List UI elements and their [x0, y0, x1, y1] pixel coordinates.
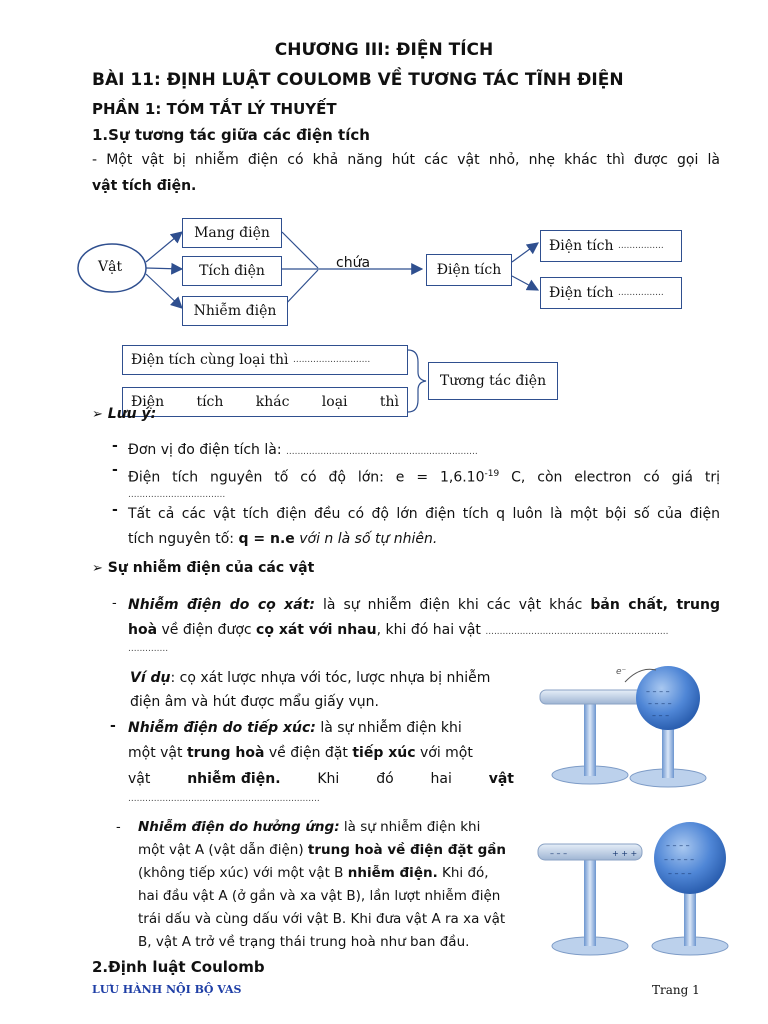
- huong-ung-b2: trung hoà về điện đặt gần: [307, 842, 507, 858]
- line-vat-nhiem: [146, 274, 182, 308]
- luu-y-item-3-formula: q = n.e: [238, 531, 295, 547]
- vi-du-line1: [130, 666, 490, 691]
- arrow-bullet-icon: ➢: [92, 407, 103, 422]
- huong-ung-text-a: là sự nhiễm điện khi: [339, 819, 481, 835]
- khac-loai-word: tích: [196, 394, 224, 410]
- minus-signs: – – –: [652, 711, 670, 720]
- dash-bullet-icon: -: [116, 820, 121, 835]
- vi-du-term: Ví dụ: [130, 670, 171, 686]
- tiep-xuc-b4: tiếp xúc: [352, 745, 416, 761]
- right-sphere: [636, 666, 700, 730]
- plus-signs: + + +: [612, 849, 638, 858]
- box-cung-loai: [122, 345, 408, 375]
- chapter-title: CHƯƠNG III: ĐIỆN TÍCH: [274, 40, 494, 60]
- minus-signs: – – –: [550, 849, 568, 858]
- co-xat-text-a: là sự nhiễm điện khi các vật khác: [314, 597, 591, 613]
- minus-signs: – – – –: [666, 841, 690, 850]
- box-dien-tich: [426, 254, 512, 286]
- tiep-xuc-word: Khi: [317, 771, 340, 787]
- dash-bullet-icon: -: [112, 596, 117, 611]
- minus-signs: – – – –: [646, 687, 670, 696]
- dien-tich-2-label: Điện tích: [549, 285, 614, 301]
- nhiem-dien-heading: [92, 560, 314, 576]
- co-xat-dots-2: ..............: [128, 644, 169, 654]
- luu-y-item-1-dots: ...................................................................: [286, 447, 478, 457]
- minus-signs: – – – –: [668, 869, 692, 878]
- box-dien-tich-2: [540, 277, 682, 309]
- tiep-xuc-b3: về điện đặt: [264, 745, 353, 761]
- section1-intro-line1: - Một vật bị nhiễm điện có khả năng hút các vật nhỏ, nhẹ khác thì được gọi là: [92, 152, 720, 168]
- dash-bullet-icon: -: [112, 438, 118, 454]
- huong-ung-line6: B, vật A trở về trạng thái trung hoà như ban đầu.: [138, 934, 470, 950]
- box-khac-loai: [122, 387, 408, 417]
- co-xat-text-c: hoà: [128, 622, 158, 638]
- minus-signs: – – – –: [648, 699, 672, 708]
- brace: [408, 350, 426, 412]
- minus-signs: – – – – –: [664, 855, 695, 864]
- chua-label: chứa: [336, 255, 371, 271]
- tiep-xuc-word: hai: [430, 771, 452, 787]
- co-xat-text-d: về điện được: [157, 622, 257, 638]
- section1-title: 1.Sự tương tác giữa các điện tích: [92, 126, 370, 144]
- tiep-xuc-text-a: là sự nhiễm điện khi: [315, 720, 462, 736]
- tiep-xuc-line2: [128, 741, 473, 766]
- huong-ung-line5: trái dấu và cùng dấu với vật B. Khi đưa vật A ra xa vật: [138, 911, 506, 927]
- huong-ung-c3: Khi đó,: [437, 865, 489, 881]
- cung-loai-dots: ...........................: [292, 355, 371, 365]
- cung-loai-label: Điện tích cùng loại thì: [131, 352, 289, 368]
- box-mang-dien: [182, 218, 282, 248]
- tuong-tac-dien-label: Tương tác điện: [439, 373, 547, 389]
- dien-tich-1-label: Điện tích: [549, 238, 614, 254]
- vi-du-text-1: : cọ xát lược nhựa với tóc, lược nhựa bị nhiễm: [170, 670, 491, 686]
- huong-ung-line1: [138, 816, 480, 839]
- induction-charging-illustration: [530, 820, 730, 960]
- part-title: PHẦN 1: TÓM TẮT LÝ THUYẾT: [92, 100, 337, 118]
- dash-bullet-icon: -: [110, 718, 116, 734]
- dien-tich-1-dots: ................: [617, 241, 664, 251]
- lesson-title: BÀI 11: ĐỊNH LUẬT COULOMB VỀ TƯƠNG TÁC TĨNH ĐIỆN: [92, 70, 624, 90]
- dien-tich-2-dots: ................: [617, 288, 664, 298]
- line-dientich-dt2: [512, 276, 538, 290]
- electron-label: e⁻: [616, 667, 627, 677]
- arrow-bullet-icon: ➢: [92, 561, 103, 576]
- huong-ung-line3: [138, 862, 489, 885]
- box-tuong-tac-dien: [428, 362, 558, 400]
- luu-y-item-1-text: Đơn vị đo điện tích là:: [128, 442, 282, 458]
- nhiem-dien-label: Nhiễm điện: [193, 303, 277, 319]
- tiep-xuc-b5: với một: [415, 745, 473, 761]
- luu-y-title: Lưu ý:: [107, 406, 157, 422]
- vi-du-line2: điện âm và hút được mẩu giấy vụn.: [130, 694, 379, 710]
- huong-ung-c2: nhiễm điện.: [347, 865, 438, 881]
- line-dientich-dt1: [512, 243, 538, 262]
- tiep-xuc-line3: [128, 767, 514, 792]
- luu-y-item-2-exponent: -19: [484, 469, 500, 479]
- huong-ung-term: Nhiễm điện do hưởng ứng:: [138, 819, 340, 835]
- tiep-xuc-dots: ...................................................................: [128, 794, 320, 804]
- tiep-xuc-word: vật: [128, 771, 151, 787]
- luu-y-item-3-line1: Tất cả các vật tích điện đều có độ lớn điện tích q luôn là một bội số của điện: [128, 506, 720, 522]
- co-xat-dots-1: ................................................................: [485, 627, 669, 637]
- line-vat-tich: [146, 268, 182, 269]
- section2-title: 2.Định luật Coulomb: [92, 958, 265, 976]
- mang-dien-label: Mang điện: [194, 225, 270, 241]
- contact-charging-illustration: [530, 660, 730, 800]
- luu-y-item-2: [128, 462, 720, 491]
- luu-y-item-3-text-b: với n là số tự nhiên.: [294, 531, 438, 547]
- co-xat-term: Nhiễm điện do cọ xát:: [128, 597, 315, 613]
- co-xat-text-e: cọ xát với nhau: [256, 622, 377, 638]
- line-mang-join: [282, 232, 318, 268]
- khac-loai-word: khác: [255, 394, 290, 410]
- dien-tich-label: Điện tích: [436, 262, 502, 278]
- line-vat-mang: [146, 232, 182, 262]
- huong-ung-c1: (không tiếp xúc) với một vật B: [138, 865, 348, 881]
- tiep-xuc-term: Nhiễm điện do tiếp xúc:: [128, 720, 316, 736]
- section1-intro-line2: vật tích điện.: [92, 178, 197, 194]
- luu-y-item-2-text-b: C, còn electron có giá trị: [499, 469, 720, 486]
- co-xat-line1: [128, 593, 720, 618]
- luu-y-item-2-text-a: Điện tích nguyên tố có độ lớn: e = 1,6.10: [128, 469, 485, 486]
- luu-y-item-2-dots: ..................................: [128, 490, 226, 500]
- khac-loai-word: thì: [379, 394, 399, 410]
- box-nhiem-dien: [182, 296, 288, 326]
- khac-loai-word: Điện: [131, 394, 165, 410]
- tich-dien-label: Tích điện: [199, 263, 265, 279]
- tiep-xuc-b1: một vật: [128, 745, 187, 761]
- luu-y-item-3-line2: [128, 527, 437, 552]
- huong-ung-line4: hai đầu vật A (ở gần và xa vật B), lần lượt nhiễm điện: [138, 888, 501, 904]
- co-xat-text-f: , khi đó hai vật: [376, 622, 486, 638]
- left-pole: [584, 704, 596, 776]
- luu-y-heading: [92, 406, 156, 422]
- vat-label: Vật: [98, 259, 123, 275]
- tiep-xuc-line1: [128, 716, 462, 741]
- nhiem-dien-title: Sự nhiễm điện của các vật: [107, 560, 315, 576]
- huong-ung-line2: [138, 839, 506, 862]
- left-pole: [584, 860, 596, 946]
- box-tich-dien: [182, 256, 282, 286]
- luu-y-item-3-text-a: tích nguyên tố:: [128, 531, 239, 547]
- tiep-xuc-b2: trung hoà: [186, 745, 265, 761]
- khac-loai-word: loại: [321, 394, 348, 410]
- huong-ung-b1: một vật A (vật dẫn điện): [138, 842, 308, 858]
- page-number: Trang 1: [652, 983, 700, 997]
- luu-y-item-1: [128, 438, 478, 465]
- dash-bullet-icon: -: [112, 462, 118, 478]
- box-dien-tich-1: [540, 230, 682, 262]
- left-bar: [540, 690, 650, 704]
- tiep-xuc-word: nhiễm điện.: [187, 771, 281, 787]
- tiep-xuc-word: đó: [376, 771, 394, 787]
- footer-left: LƯU HÀNH NỘI BỘ VAS: [92, 983, 242, 996]
- co-xat-line2: [128, 618, 728, 645]
- dash-bullet-icon: -: [112, 502, 118, 518]
- tiep-xuc-word: vật: [488, 771, 514, 787]
- co-xat-text-b: bản chất, trung: [590, 597, 720, 613]
